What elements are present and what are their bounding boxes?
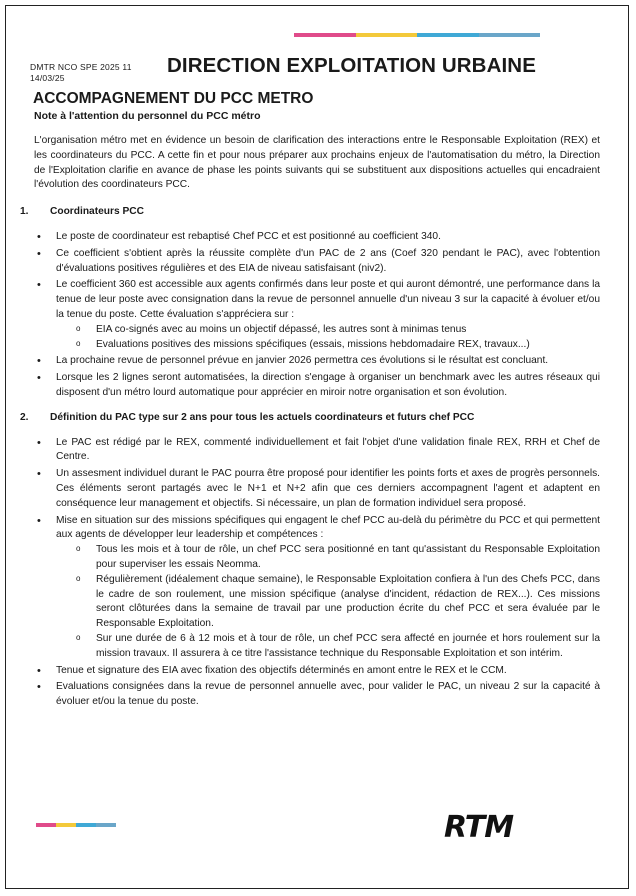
section-2-list (34, 436, 600, 710)
list-item (34, 278, 600, 352)
color-stripe-bottom (36, 823, 116, 827)
list-item: • Lorsque les 2 lignes seront automatisées, la direction s'engage à organiser un benchmark avec les autres réseaux qui disposent d'un métro lourd automatique pour apprécier en miroir notre organisation et son évolution. (34, 371, 600, 401)
section-number: 1. (20, 206, 29, 218)
color-stripe-top (294, 33, 540, 37)
sub-list (56, 323, 600, 353)
document-body (20, 134, 601, 720)
sub-list-item: o Régulièrement (idéalement chaque semaine), le Responsable Exploitation confiera à l'un des Chefs PCC, dans le cadre de son roulement, une mission spécifique (analyse d'incident, rédaction de REX...). Ces missions seront clôturées dans la semaine de travail par une production écrite du chef PCC et sera évaluée par le Responsable Exploitation. (56, 573, 600, 632)
rtm-logo: RTM (444, 810, 514, 845)
list-item: • Evaluations consignées dans la revue de personnel annuelle avec, pour valider le PAC, un niveau 2 sur la capacité à évoluer et/ou la tenue du poste. (34, 680, 600, 710)
list-item: • Le poste de coordinateur est rebaptisé Chef PCC et est positionné au coefficient 340. (34, 230, 600, 245)
list-item: • Ce coefficient s'obtient après la réussite complète d'un PAC de 2 ans (Coef 320 pendant le PAC), avec l'obtention d'évaluations positives régulières et des EIA de niveau satisfaisant (niv2). (34, 247, 600, 277)
sub-list-item: o Sur une durée de 6 à 12 mois et à tour de rôle, un chef PCC sera affecté en journée et hors roulement sur la mission travaux. Il assurera à ce titre l'assistance technique du Responsable Exploitation et son intérim. (56, 632, 600, 662)
page-title: DIRECTION EXPLOITATION URBAINE (167, 54, 536, 77)
list-item: • La prochaine revue de personnel prévue en janvier 2026 permettra ces évolutions si le résultat est concluant. (34, 354, 600, 369)
sub-list (56, 543, 600, 661)
document-note: Note à l'attention du personnel du PCC métro (34, 110, 261, 122)
list-item (34, 514, 600, 662)
reference-code: DMTR NCO SPE 2025 11 (30, 62, 132, 72)
list-item-text: Mise en situation sur des missions spécifiques qui engagent le chef PCC au-delà du périmètre du PCC et qui permettent aux agents de développer leur leadership et compétences : (56, 514, 600, 541)
list-item-text: Le coefficient 360 est accessible aux agents confirmés dans leur poste et qui auront démontré, une performance dans la tenue de leur poste avec consignation dans la revue de personnel annuelle d'un niveau 3 sur la capacité à évoluer et/ou la tenue du poste. Cette évaluation s'appréciera sur : (56, 279, 600, 320)
document-subtitle: ACCOMPAGNEMENT DU PCC METRO (33, 90, 314, 107)
sub-list-item: o Evaluations positives des missions spécifiques (essais, missions hebdomadaire REX, travaux...) (56, 338, 600, 353)
section-1-heading (20, 205, 600, 220)
section-title: Définition du PAC type sur 2 ans pour tous les actuels coordinateurs et futurs chef PCC (50, 411, 475, 423)
sub-list-item: o EIA co-signés avec au moins un objectif dépassé, les autres sont à minimas tenus (56, 323, 600, 338)
section-1-list (34, 230, 600, 401)
document-reference (30, 62, 132, 84)
section-title: Coordinateurs PCC (50, 206, 144, 218)
list-item: • Un assesment individuel durant le PAC pourra être proposé pour identifier les points forts et axes de progrès personnels. Ces éléments seront partagés avec le N+1 et N+2 afin que ces derniers accompagnent l'agent et adaptent en conséquence leur management et objectifs. Si nécessaire, un plan de formation individuel sera proposé. (34, 467, 600, 511)
list-item: • Tenue et signature des EIA avec fixation des objectifs déterminés en amont entre le REX et le CCM. (34, 664, 600, 679)
sub-list-item: o Tous les mois et à tour de rôle, un chef PCC sera positionné en tant qu'assistant du Responsable Exploitation pour superviser les essais Neomma. (56, 543, 600, 573)
section-2-heading (20, 411, 600, 426)
section-number: 2. (20, 411, 29, 423)
list-item: • Le PAC est rédigé par le REX, commenté individuellement et fait l'objet d'une validation finale REX, RRH et Chef de Centre. (34, 436, 600, 466)
intro-paragraph: L'organisation métro met en évidence un besoin de clarification des interactions entre le Responsable Exploitation (REX) et les coordinateurs du PCC. A cette fin et pour nous préparer aux prochains enjeux de l'automatisation du métro, la Direction de l'Exploitation clarifie en avance de phase les points suivants qui se substituent aux dispositions actuelles qui encadraient l'évolution des coordinateurs PCC. (34, 135, 600, 191)
document-date: 14/03/25 (30, 73, 65, 83)
